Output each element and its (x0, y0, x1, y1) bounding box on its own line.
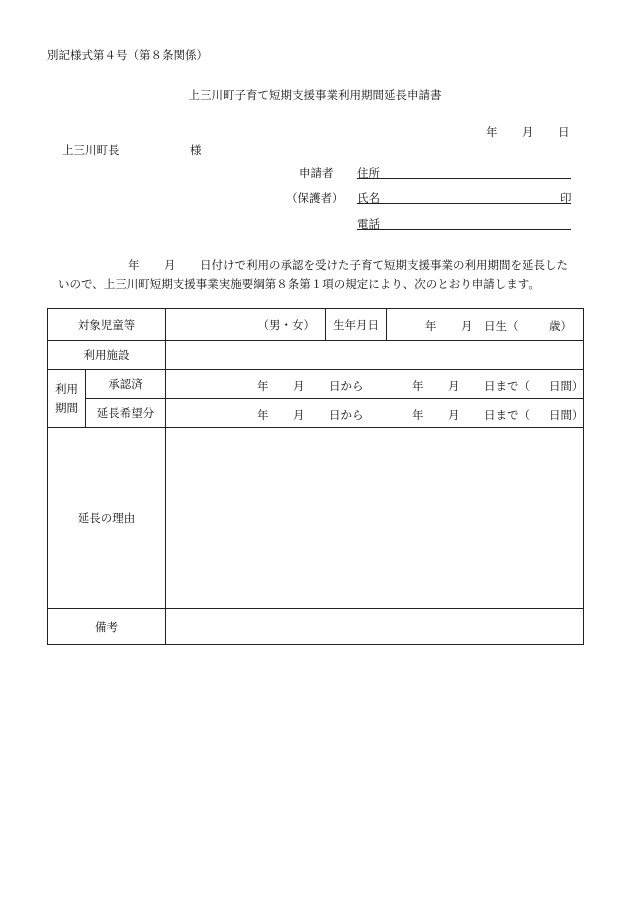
extension-start-day: 日から (329, 407, 364, 422)
reason-label: 延長の理由 (48, 428, 166, 609)
birth-day-label: 日生（ (484, 318, 519, 333)
statement-line-1: 日付けで利用の承認を受けた子育て短期支援事業の利用期間を延長した (200, 258, 568, 272)
phone-label: 電話 (357, 217, 380, 231)
extension-end-year: 年 (412, 407, 424, 422)
reason-row (48, 428, 584, 609)
facility-label: 利用施設 (48, 341, 166, 370)
extension-end-day: 日まで（ (484, 407, 530, 422)
approved-start-month: 月 (293, 378, 305, 393)
statement-year-label: 年 (128, 258, 140, 272)
child-name-cell[interactable] (166, 309, 326, 341)
approved-start-day: 日から (329, 378, 364, 393)
remarks-row (48, 609, 584, 645)
child-label: 対象児童等 (48, 309, 166, 341)
child-row (48, 309, 584, 341)
approved-start-year: 年 (257, 378, 269, 393)
date-month-label: 月 (522, 125, 534, 139)
approved-period-cell[interactable] (166, 370, 584, 399)
address-label: 住所 (357, 166, 380, 180)
remarks-cell[interactable] (166, 609, 584, 645)
facility-cell[interactable] (166, 341, 584, 370)
phone-field[interactable] (357, 229, 571, 230)
gender-choice: （男・女） (257, 317, 315, 332)
form-title: 上三川町子育て短期支援事業利用期間延長申請書 (188, 88, 442, 102)
period-label-line-2: 期間 (55, 400, 78, 415)
extension-start-month: 月 (293, 407, 305, 422)
honorific: 様 (190, 143, 202, 157)
period-label-line-1: 利用 (55, 381, 78, 396)
age-label: 歳） (549, 318, 572, 333)
approved-end-month: 月 (448, 378, 460, 393)
birth-date-cell[interactable] (387, 309, 584, 341)
seal-mark: 印 (560, 191, 572, 205)
approved-period-row (48, 370, 584, 399)
extension-days: 日間） (549, 407, 584, 422)
approved-end-year: 年 (412, 378, 424, 393)
remarks-label: 備考 (48, 609, 166, 645)
birth-month-label: 月 (461, 318, 473, 333)
period-label (48, 370, 86, 428)
statement-line-2: いので、上三川町短期支援事業実施要綱第８条第１項の規定により、次のとおり申請します。 (58, 277, 540, 291)
guardian-label: （保護者） (286, 191, 344, 205)
extension-period-cell[interactable] (166, 399, 584, 428)
facility-row (48, 341, 584, 370)
date-day-label: 日 (558, 125, 570, 139)
extension-label: 延長希望分 (86, 399, 166, 428)
approved-end-day: 日まで（ (484, 378, 530, 393)
statement-month-label: 月 (164, 258, 176, 272)
reason-cell[interactable] (166, 428, 584, 609)
application-table (47, 308, 584, 645)
extension-end-month: 月 (448, 407, 460, 422)
approved-label: 承認済 (86, 370, 166, 399)
addressee: 上三川町長 (62, 143, 120, 157)
extension-period-row (48, 399, 584, 428)
address-field[interactable] (357, 178, 571, 179)
birth-year-label: 年 (425, 318, 437, 333)
approved-days: 日間） (549, 378, 584, 393)
application-statement (58, 256, 586, 294)
birth-label: 生年月日 (326, 309, 387, 341)
name-label: 氏名 (357, 191, 380, 205)
applicant-label: 申請者 (299, 166, 334, 180)
date-year-label: 年 (486, 125, 498, 139)
form-number: 別記様式第４号（第８条関係） (47, 48, 208, 62)
name-field[interactable] (357, 203, 571, 204)
extension-start-year: 年 (257, 407, 269, 422)
